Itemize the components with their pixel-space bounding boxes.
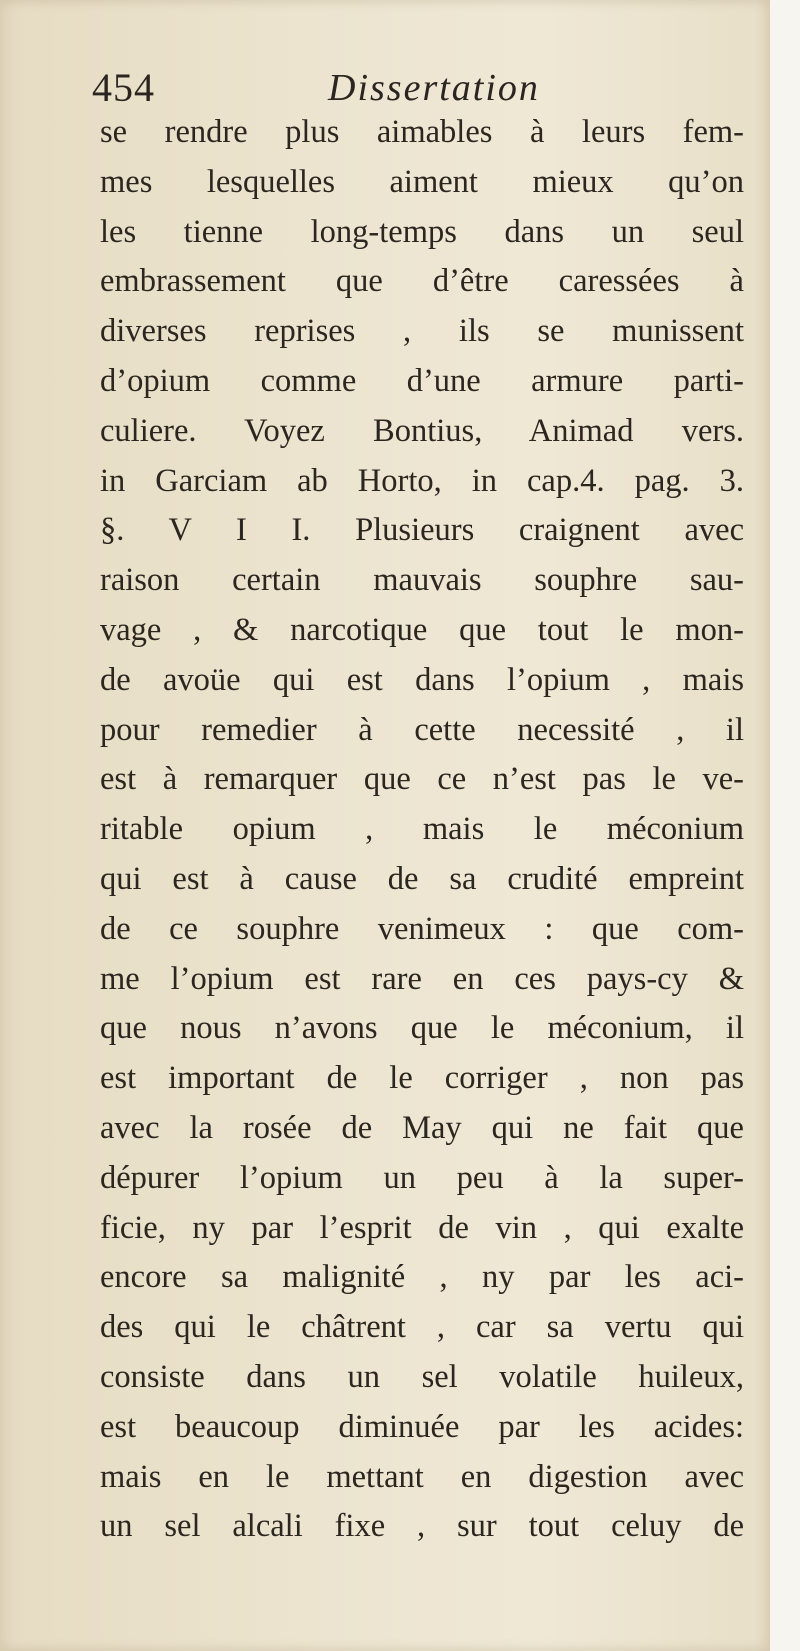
text-line: vage , & narcotique que tout le mon- xyxy=(100,611,744,648)
text-line: mais en le mettant en digestion avec xyxy=(100,1458,744,1495)
text-line: est à remarquer que ce n’est pas le ve- xyxy=(100,761,744,798)
text-line: de avoüe qui est dans l’opium , mais xyxy=(100,661,744,698)
text-line: culiere. Voyez Bontius, Animad vers. xyxy=(100,412,744,449)
text-line: diverses reprises , ils se munissent xyxy=(100,313,744,350)
text-line: in Garciam ab Horto, in cap.4. pag. 3. xyxy=(100,462,744,499)
text-line: qui est à cause de sa crudité empreint xyxy=(100,860,744,897)
text-line: mes lesquelles aiment mieux qu’on xyxy=(100,163,744,200)
body-text xyxy=(100,108,744,1552)
text-line: un sel alcali fixe , sur tout celuy de xyxy=(100,1508,744,1545)
text-line: me l’opium est rare en ces pays-cy & xyxy=(100,960,744,997)
text-line: encore sa malignité , ny par les aci- xyxy=(100,1259,744,1296)
text-line: dépurer l’opium un peu à la super- xyxy=(100,1159,744,1196)
running-head: Dissertation xyxy=(328,67,540,109)
text-line: ritable opium , mais le méconium xyxy=(100,811,744,848)
text-line: consiste dans un sel volatile huileux, xyxy=(100,1358,744,1395)
text-line: pour remedier à cette necessité , il xyxy=(100,711,744,748)
text-line: §. V I I. Plusieurs craignent avec xyxy=(100,512,744,549)
text-line: est beaucoup diminuée par les acides: xyxy=(100,1408,744,1445)
page-header xyxy=(92,62,732,114)
text-line: ficie, ny par l’esprit de vin , qui exalte xyxy=(100,1209,744,1246)
text-line: avec la rosée de May qui ne fait que xyxy=(100,1109,744,1146)
text-line: embrassement que d’être caressées à xyxy=(100,263,744,300)
text-line: raison certain mauvais souphre sau- xyxy=(100,562,744,599)
text-line: d’opium comme d’une armure parti- xyxy=(100,362,744,399)
text-line: de ce souphre venimeux : que com- xyxy=(100,910,744,947)
text-line: des qui le châtrent , car sa vertu qui xyxy=(100,1309,744,1346)
text-line: les tienne long-temps dans un seul xyxy=(100,213,744,250)
text-line: que nous n’avons que le méconium, il xyxy=(100,1010,744,1047)
text-line: se rendre plus aimables à leurs fem- xyxy=(100,114,744,150)
text-line: est important de le corriger , non pas xyxy=(100,1060,744,1097)
page-number: 454 xyxy=(92,65,155,110)
